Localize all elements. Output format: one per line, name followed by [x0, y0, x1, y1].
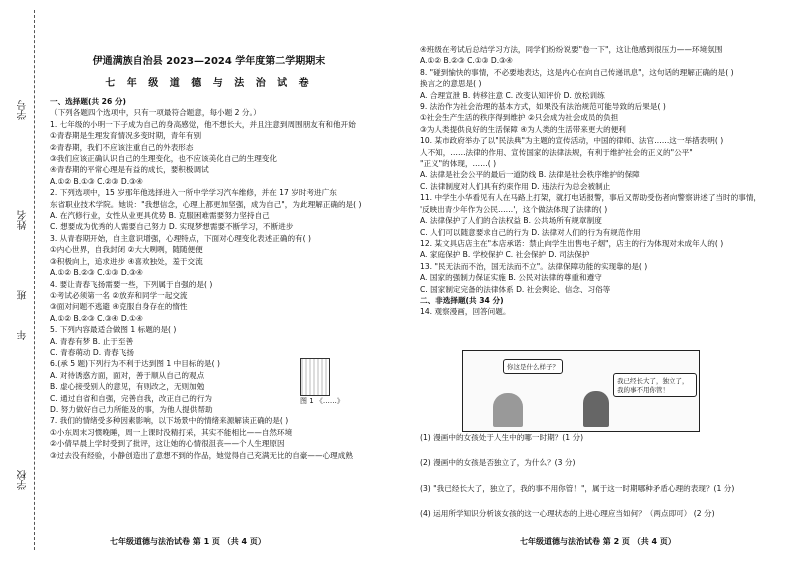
left-text-line: 一、选择题(共 26 分)	[50, 97, 126, 106]
right-question-line	[420, 494, 770, 508]
comic-girl-figure	[583, 391, 609, 427]
right-text-line: 二、非选择题(共 34 分)	[420, 295, 504, 305]
left-text-line: ①青春期是生理发育情况多变时期，青年有别	[50, 131, 202, 141]
left-text-line: D. 努力做好自己力所能及的事，为他人提供帮助	[50, 404, 213, 414]
left-text-line: （下列各题四个选项中，只有一项最符合题意，每小题 2 分。）	[50, 108, 261, 118]
right-text-line: 13. "民无法而不治，国无法而不立"。法律保障功能的实现靠的是( )	[420, 261, 648, 271]
comic-illustration	[462, 350, 700, 432]
left-text-line: ③面对问题不逃避 ④克服自身存在的惰性	[50, 302, 188, 312]
right-text-line: 9. 法治作为社会治理的基本方式，如果没有法治规范可能导致的后果是( )	[420, 102, 666, 112]
right-text-line: "正义"的体现，……( )	[420, 159, 497, 169]
left-text-line: A. 对待诱惑方面，面对，善于顺从自己的观点	[50, 370, 205, 380]
right-question-line: (4) 运用所学知识分析该女孩的这一心理状态的上进心理应当如何？（两点即可） (2 分)	[420, 509, 715, 519]
right-text-line: 人不知，……法律的作用、宣传国家的法律法规，有利于维护社会的正义的"公平"	[420, 147, 693, 157]
right-text-line: ③为人类提供良好的生活保障 ④为人类的生活带来更大的便利	[420, 124, 626, 134]
right-text-line: '反映出青少年作为公民……'，这个做法体现了法律的( )	[420, 204, 608, 214]
left-text-line: C. 青春萌动 D. 青春飞扬	[50, 347, 134, 357]
right-text-line: 8. "碰到愉快的事情，不必要地表达，这是内心在向自己传递讯息"，这句话的理解正确的是( )	[420, 67, 734, 77]
margin-label-xuehao: 学号	[18, 100, 29, 120]
footer-left: 七年级道德与法治试卷 第 1 页 （共 4 页）	[110, 537, 266, 546]
left-text-line: A. 青春有梦 B. 止于至善	[50, 336, 134, 346]
left-text-line: B. 虚心接受别人的意见，有则改之，无则加勉	[50, 382, 205, 392]
left-text-line: A.①② B.②③ C.①③ D.③④	[50, 268, 143, 278]
left-text-line: A.①② B.①③ C.②③ D.③④	[50, 176, 143, 186]
right-text-line: A. 合理宣泄 B. 转移注意 C. 改变认知评价 D. 放松训练	[420, 90, 605, 100]
right-question-line: (2) 漫画中的女孩是否独立了，为什么？(3 分)	[420, 458, 576, 468]
right-question-line: (1) 漫画中的女孩处于人生中的哪一时期？(1 分)	[420, 433, 584, 442]
left-column	[50, 96, 368, 461]
left-text-line: C. 通过自省和自强，完善自我，改正自己的行为	[50, 393, 213, 403]
right-question-line: (3) "我已经长大了，独立了，我的事不用你管！"，属于这一时期哪种矛盾心理的表现？(1 分)	[420, 483, 735, 493]
left-text-line: ①内心世界，自我封闭 ②大大咧咧，随随便便	[50, 245, 203, 255]
right-question-line	[420, 443, 770, 457]
left-text-line: ③积极向上，追求进步 ④喜欢独处，羞于交流	[50, 256, 203, 266]
right-text-line: C. 法律制度对人们具有约束作用 D. 违法行为总会被制止	[420, 181, 611, 191]
left-text-line: ④青春期的平常心理是有益的成长，要积极调试	[50, 165, 209, 175]
left-text-line: 7. 我们的情绪受多种因素影响，以下场景中的情绪来源解读正确的是( )	[50, 416, 289, 426]
figure-1-caption: 图 1 《……》	[300, 397, 344, 405]
left-text-line: C. 想要成为优秀的人需要自己努力 D. 实现梦想需要不断学习，不断进步	[50, 222, 294, 232]
binding-line	[34, 10, 35, 550]
left-text-line: A. 在汽修行业，女性从业更具优势 B. 克服困难需要努力坚持自己	[50, 211, 270, 221]
left-text-line: 2. 下列选项中，15 岁那年他选择进入一所中学学习汽车维修，并在 17 岁时考进广东	[50, 188, 337, 198]
page-subtitle: 七 年 级 道 德 与 法 治 试 卷	[105, 78, 313, 89]
comic-bubble-girl: 我已经长大了，独立了，我的事不用你管！	[613, 373, 697, 397]
right-text-line: ④班级在考试后总结学习方法，同学们纷纷说要"卷一下"，这让他感到很压力——环境氛围	[420, 45, 723, 54]
right-text-line: A. 家庭保护 B. 学校保护 C. 社会保护 D. 司法保护	[420, 250, 590, 260]
comic-bubble-parent: 你这是什么样子？	[503, 359, 563, 374]
right-text-line: 换言之的意思是( )	[420, 79, 482, 89]
right-text-line: A. 法律是社会公平的最后一道防线 B. 法律是社会秩序维护的保障	[420, 170, 640, 180]
footer-right: 七年级道德与法治试卷 第 2 页 （共 4 页）	[520, 537, 676, 546]
left-text-line: ③过去没有经验，小静创造出了意想不到的作品，她觉得自己充满无比的自豪——心理成熟	[50, 450, 353, 460]
right-text-line: 11. 中学生小华看见有人在马路上打架，就打电话报警，事后又帮助受伤者向警察讲述了当时的事情，	[420, 193, 762, 203]
binding-margin	[0, 0, 38, 561]
margin-label-nian: 年	[18, 330, 29, 340]
left-text-line: ②青春期，我们不应该注重自己的外表形态	[50, 142, 194, 152]
right-text-line: 14. 观察漫画，回答问题。	[420, 307, 511, 317]
margin-label-ban: 班	[18, 290, 29, 300]
left-text-line: ②小倩早晨上学时受到了批评，这让她的心情很沮丧——个人生理原因	[50, 439, 285, 449]
right-text-line: C. 人们可以随意要求自己的行为 D. 法律对人们的行为有规范作用	[420, 227, 641, 237]
page-title: 伊通满族自治县 2023—2024 学年度第二学期期末	[92, 56, 326, 67]
right-column	[420, 44, 770, 318]
comic-parent-figure	[493, 393, 523, 427]
left-text-line: 3. 从青春期开始，自主意识增强，心理特点，下面对心理变化表述正确的有( )	[50, 233, 311, 243]
margin-label-xingming: 姓名	[18, 210, 29, 230]
left-text-line: A.①② B.②③ C.③④ D.①④	[50, 313, 143, 323]
right-text-line: ①社会生产生活的秩序得到维护 ②只会成为社会成员的负担	[420, 113, 619, 123]
right-column-questions	[420, 432, 770, 520]
right-text-line: C. 国家制定完备的法律体系 D. 社会舆论、信念、习俗等	[420, 284, 611, 294]
left-text-line: 1. 七年级的小明一下子成为自己的身高感觉，他不想长大，并且注意到周围朋友有和他开始	[50, 119, 356, 129]
right-text-line: A. 国家的强制力保证实施 B. 公民对法律的尊重和遵守	[420, 273, 602, 283]
right-text-line: A.①② B.②③ C.①③ D.③④	[420, 56, 513, 66]
left-text-line: ③我们应该正确认识自己的生理变化，也不应该美化自己的生理变化	[50, 154, 278, 164]
left-text-line: 东省职业技术学院。她说："我想信念，心理上都更加坚强，成为自己"，为此理解正确的是( )	[50, 199, 362, 209]
right-question-line	[420, 469, 770, 483]
left-text-line: 4. 要让青春飞扬需要一些，下列属于自强的是( )	[50, 279, 213, 289]
margin-label-xuexiao: 学校	[18, 470, 29, 490]
figure-1-image	[300, 358, 330, 396]
right-text-line: A. 法律保护了人们的合法权益 B. 公共场所有规章制度	[420, 216, 602, 226]
left-text-line: ①小东周末习惯晚睡，周一上课时没精打采，其实不能相比——自然环境	[50, 427, 293, 437]
left-text-line: 5. 下列内容最适合做图 1 标题的是( )	[50, 325, 177, 335]
left-text-line: ①考试必须第一名 ②放弃和同学一起交流	[50, 290, 188, 300]
left-text-line: 6.(承 5 题)下列行为不利于达到图 1 中目标的是( )	[50, 359, 220, 369]
right-text-line: 10. 某市政府举办了以"民法典"为主题的宣传活动，中国的律师、法官……这一举措表明( )	[420, 136, 724, 146]
right-text-line: 12. 某文具店店主在"本店承诺：禁止向学生出售电子烟"，店主的行为体现对未成年人的( )	[420, 238, 724, 248]
